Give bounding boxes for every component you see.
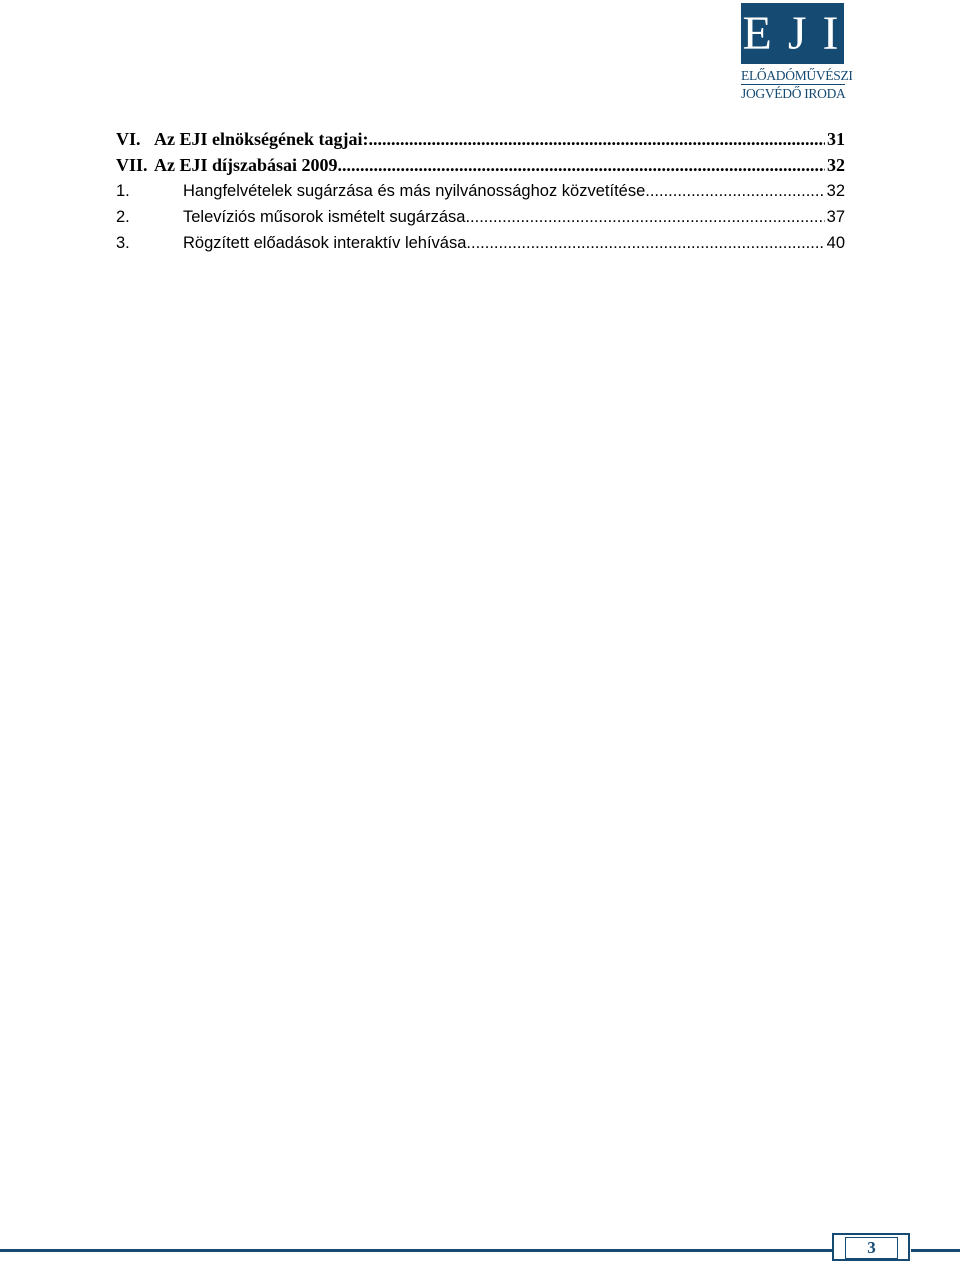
toc-entry-page: 40 xyxy=(826,234,845,252)
toc-entry-number: VII. xyxy=(116,155,148,175)
toc-leader-dots xyxy=(465,204,824,230)
toc-entry-number: 1. xyxy=(116,182,130,200)
table-of-contents xyxy=(116,126,845,256)
toc-entry-number: 2. xyxy=(116,208,130,226)
toc-entry-2[interactable] xyxy=(116,204,845,230)
logo-rule xyxy=(741,84,845,85)
logo-box xyxy=(741,3,855,64)
logo-letters: EJI xyxy=(742,6,855,60)
toc-entry-vi[interactable] xyxy=(116,126,845,152)
footer-rule-left xyxy=(0,1249,832,1252)
toc-entry-number: VI. xyxy=(116,129,141,149)
toc-entry-title: Hangfelvételek sugárzása és más nyilvánossághoz közvetítése xyxy=(183,182,646,200)
toc-leader-dots xyxy=(645,178,824,204)
toc-leader-dots xyxy=(338,152,825,178)
eji-logo xyxy=(741,3,855,106)
toc-leader-dots xyxy=(369,126,826,152)
toc-entry-title: Az EJI elnökségének tagjai: xyxy=(154,129,369,149)
toc-entry-page: 32 xyxy=(827,155,845,175)
logo-line-2: JOGVÉDŐ IRODA xyxy=(741,86,846,101)
logo-line-1: ELŐADÓMŰVÉSZI xyxy=(741,68,853,83)
toc-entry-title: Televíziós műsorok ismételt sugárzása xyxy=(183,208,466,226)
toc-entry-title: Rögzített előadások interaktív lehívása xyxy=(183,234,467,252)
toc-entry-page: 37 xyxy=(826,208,845,226)
toc-entry-title: Az EJI díjszabásai 2009 xyxy=(154,155,338,175)
toc-leader-dots xyxy=(466,230,824,256)
footer-rule-right xyxy=(911,1249,960,1252)
toc-entry-1[interactable] xyxy=(116,178,845,204)
toc-entry-page: 32 xyxy=(826,182,845,200)
toc-entry-page: 31 xyxy=(827,129,845,149)
page-number: 3 xyxy=(845,1237,898,1259)
toc-entry-3[interactable] xyxy=(116,230,845,256)
toc-entry-vii[interactable] xyxy=(116,152,845,178)
toc-entry-number: 3. xyxy=(116,234,130,252)
